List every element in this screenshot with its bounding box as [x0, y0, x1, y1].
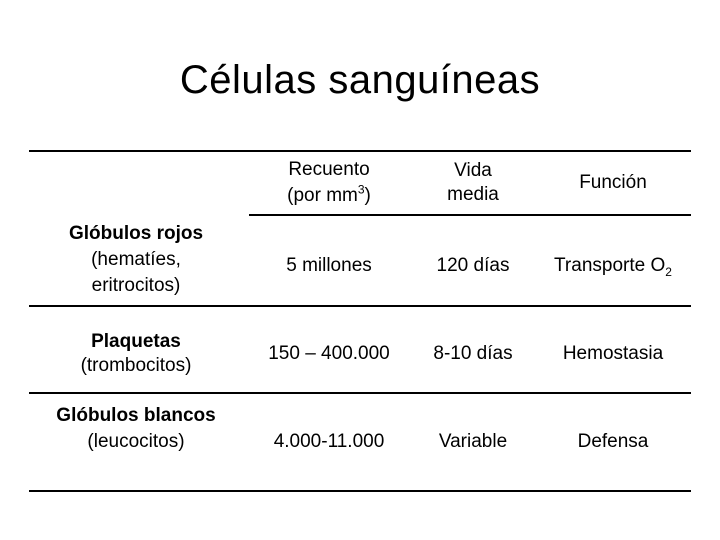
header-count-line1: Recuento	[288, 159, 370, 180]
header-count-line2: (por $mm^3$)	[287, 182, 371, 206]
row-white-cells-life: Variable	[438, 431, 508, 452]
row-red-cells-life: 120 días	[436, 255, 510, 276]
header-life	[409, 152, 537, 214]
row-white-cells-name: Glóbulos blancos (leucocitos)	[56, 405, 216, 452]
header-life-line1: Vida	[454, 160, 492, 181]
row-red-cells-function: Transporte $O_2$	[554, 255, 672, 279]
header-count	[249, 152, 409, 214]
row-white-cells-count: 4.000-11.000	[273, 431, 385, 452]
row-red-cells-name: Glóbulos rojos (hematíes, eritrocitos)	[68, 223, 204, 296]
row-white-cells-function: Defensa	[577, 431, 649, 452]
row-red-cells-count: 5 millones	[286, 255, 372, 276]
row-platelets-function: Hemostasia	[562, 343, 664, 364]
header-life-line2: media	[447, 184, 499, 205]
slide-title: Células sanguíneas	[179, 58, 541, 102]
row-platelets-name: Plaquetas (trombocitos)	[80, 331, 192, 376]
header-function: Función	[579, 172, 647, 193]
row-platelets-count: 150 – 400.000	[268, 343, 390, 364]
row-platelets-life: 8-10 días	[433, 343, 513, 364]
